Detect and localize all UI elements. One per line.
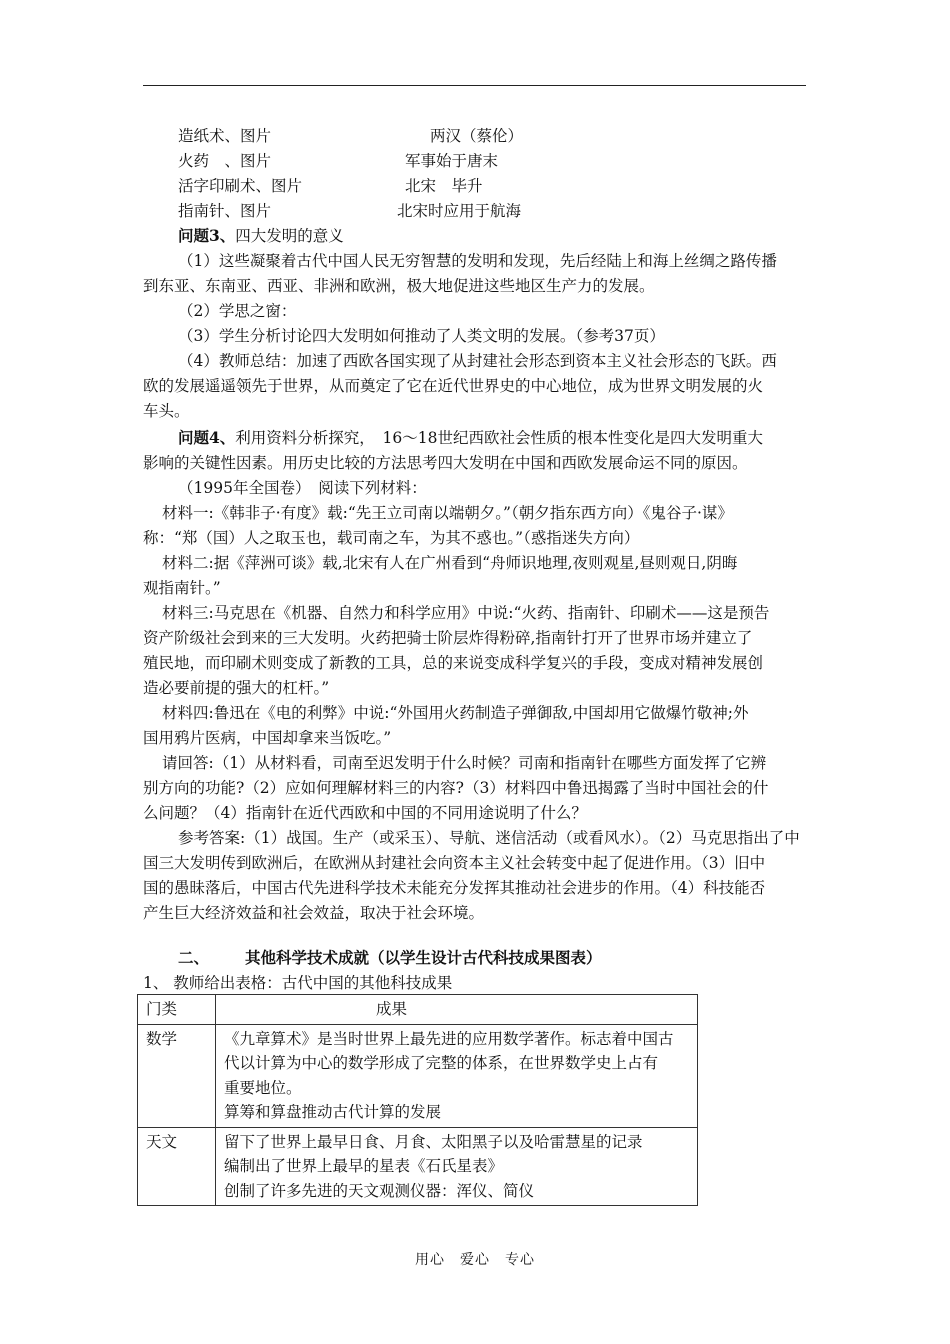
achievement-line: 创制了许多先进的天文观测仪器：浑仪、简仪 bbox=[224, 1181, 535, 1200]
q3-line: 欧的发展遥遥领先于世界，从而奠定了它在近代世界史的中心地位，成为世界文明发展的火 bbox=[143, 377, 764, 395]
invention-note: 军事始于唐末 bbox=[405, 152, 499, 170]
invention-name: 火药 、图片 bbox=[178, 152, 272, 170]
section2-item1: 1、 教师给出表格：古代中国的其他科技成果 bbox=[143, 974, 453, 992]
achievement-line: 编制出了世界上最早的星表《石氏星表》 bbox=[224, 1157, 504, 1175]
achievement-line: 算筹和算盘推动古代计算的发展 bbox=[224, 1103, 442, 1121]
achievement-line: 留下了世界上最早日食、月食、太阳黑子以及哈雷慧星的记录 bbox=[224, 1132, 643, 1151]
invention-note: 北宋时应用于航海 bbox=[397, 202, 522, 220]
material-3: 造必要前提的强大的杠杆。” bbox=[143, 679, 330, 697]
q3-line: （4）教师总结：加速了西欧各国实现了从封建社会形态到资本主义社会形态的飞跃。西 bbox=[178, 352, 777, 370]
table-row bbox=[138, 1127, 698, 1206]
exam-answer: 参考答案:（1）战国。生产（或采玉）、导航、迷信活动（或看风水）。（2）马克思指出了中 bbox=[178, 829, 800, 847]
exam-question: 别方向的功能?（2）应如何理解材料三的内容?（3）材料四中鲁迅揭露了当时中国社会的什 bbox=[143, 779, 769, 797]
achievement-line: 《九章算术》是当时世界上最先进的应用数学著作。标志着中国古 bbox=[224, 1029, 674, 1048]
achievements-table bbox=[137, 994, 698, 1206]
material-2: 材料二:据《萍洲可谈》载,北宋有人在广州看到“舟师识地理,夜则观星,昼则观日,阴晦 bbox=[162, 554, 738, 572]
exam-question: 么问题？（4）指南针在近代西欧和中国的不同用途说明了什么？ bbox=[143, 804, 587, 822]
page-footer: 用心 爱心 专心 bbox=[415, 1252, 535, 1268]
invention-name: 活字印刷术、图片 bbox=[178, 177, 303, 195]
q3-line: 车头。 bbox=[143, 402, 190, 420]
exam-intro: （1995年全国卷） 阅读下列材料： bbox=[178, 479, 427, 497]
material-4: 国用鸦片医病，中国却拿来当饭吃。” bbox=[143, 729, 392, 747]
material-2: 观指南针。” bbox=[143, 579, 221, 597]
exam-question: 请回答:（1）从材料看，司南至迟发明于什么时候？司南和指南针在哪些方面发挥了它辨 bbox=[162, 754, 767, 772]
q3-title-rest: 四大发明的意义 bbox=[235, 227, 344, 245]
table-header-row bbox=[138, 995, 698, 1025]
material-3: 材料三:马克思在《机器、自然力和科学应用》中说:“火药、指南针、印刷术——这是预告 bbox=[162, 604, 770, 622]
row-category: 天文 bbox=[138, 1127, 216, 1206]
table-row bbox=[138, 1024, 698, 1127]
invention-note: 两汉（蔡伦） bbox=[430, 127, 524, 145]
material-1: 称：“郑（国）人之取玉也，载司南之车，为其不惑也。”（惑指迷失方向） bbox=[143, 529, 640, 547]
q3-line: （2）学思之窗： bbox=[178, 302, 297, 320]
q4-title-bold: 问题4、 bbox=[178, 428, 236, 447]
achievement-line: 代以计算为中心的数学形成了完整的体系，在世界数学史上占有 bbox=[224, 1054, 659, 1072]
invention-name: 指南针、图片 bbox=[178, 202, 272, 220]
row-category: 数学 bbox=[138, 1024, 216, 1127]
material-1: 材料一:《韩非子·有度》载:“先王立司南以端朝夕。”（朝夕指东西方向）《鬼谷子·谋》 bbox=[162, 504, 733, 522]
q3-line: 到东亚、东南亚、西亚、非洲和欧洲，极大地促进这些地区生产力的发展。 bbox=[143, 277, 655, 295]
material-4: 材料四:鲁迅在《电的利弊》中说:“外国用火药制造子弹御敌,中国却用它做爆竹敬神;外 bbox=[162, 704, 749, 722]
row-achievements bbox=[216, 1024, 698, 1127]
header-achievement: 成果 bbox=[216, 995, 698, 1025]
header-rule bbox=[143, 85, 806, 86]
invention-note: 北宋 毕升 bbox=[405, 177, 483, 195]
q3-heading bbox=[178, 226, 344, 246]
material-3: 殖民地，而印刷术则变成了新教的工具，总的来说变成科学复兴的手段，变成对精神发展创 bbox=[143, 654, 764, 672]
exam-answer: 国三大发明传到欧洲后，在欧洲从封建社会向资本主义社会转变中起了促进作用。（3）旧中 bbox=[143, 854, 766, 872]
q4-title-rest: 利用资料分析探究， 16～18世纪西欧社会性质的根本性变化是四大发明重大 bbox=[235, 429, 763, 447]
row-achievements bbox=[216, 1127, 698, 1206]
invention-names bbox=[178, 126, 302, 226]
header-category: 门类 bbox=[138, 995, 216, 1025]
invention-name: 造纸术、图片 bbox=[178, 127, 272, 145]
q3-title-bold: 问题3、 bbox=[178, 226, 236, 245]
exam-answer: 国的愚昧落后，中国古代先进科学技术未能充分发挥其推动社会进步的作用。（4）科技能否 bbox=[143, 879, 766, 897]
q3-line: （3）学生分析讨论四大发明如何推动了人类文明的发展。（参考37页） bbox=[178, 327, 665, 345]
q4-line: 影响的关键性因素。用历史比较的方法思考四大发明在中国和西欧发展命运不同的原因。 bbox=[143, 454, 748, 472]
section2-title: 其他科学技术成就（以学生设计古代科技成果图表） bbox=[245, 948, 602, 967]
q4-heading bbox=[178, 428, 763, 448]
material-3: 资产阶级社会到来的三大发明。火药把骑士阶层炸得粉碎,指南针打开了世界市场并建立了 bbox=[143, 629, 753, 647]
exam-answer: 产生巨大经济效益和社会效益，取决于社会环境。 bbox=[143, 904, 485, 922]
q3-line: （1）这些凝聚着古代中国人民无穷智慧的发明和发现，先后经陆上和海上丝绸之路传播 bbox=[178, 252, 777, 270]
achievement-line: 重要地位。 bbox=[224, 1078, 302, 1097]
section2-number: 二、 bbox=[178, 948, 210, 967]
